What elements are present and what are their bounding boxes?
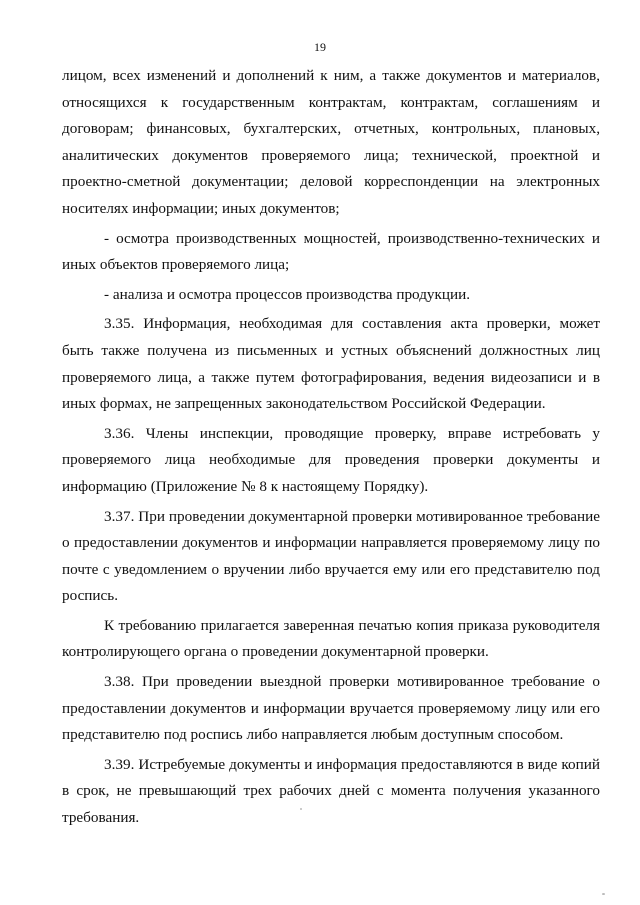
clause-3-37-requirement: К требованию прилагается заверенная печатью копия приказа руководителя контролирующего органа о проведении документарной проверки. <box>62 616 600 661</box>
clause-3-35: 3.35. Информация, необходимая для составления акта проверки, может быть также получена из письменных и устных объяснений должностных лиц проверяемого лица, а также путем фотографирования, ведения видеозаписи и в иных формах, не запрещенных законодательством Российской Федерации. <box>62 315 600 413</box>
clause-3-37: 3.37. При проведении документарной проверки мотивированное требование о предоставлении документов и информации направляется проверяемому лицу по почте с уведомлением о вручении либо вручается ему или его представителю под роспись. <box>62 507 600 605</box>
scan-speck <box>300 808 302 810</box>
paragraph-continuation: лицом, всех изменений и дополнений к ним, а также документов и материалов, относящихся к государственным контрактам, контрактам, соглашениям и договорам; финансовых, бухгалтерских, отчетных, контрольных, плановых, аналитических документов проверяемого лица; технической, проектной и проектно-сметной документации; деловой корреспонденции на электронных носителях информации; иных документов; <box>62 67 600 217</box>
list-item-analysis: - анализа и осмотра процессов производства продукции. <box>104 285 471 303</box>
scan-speck <box>602 893 605 895</box>
clause-3-36: 3.36. Члены инспекции, проводящие проверку, вправе истребовать у проверяемого лица необходимые для проведения проверки документы и информацию (Приложение № 8 к настоящему Порядку). <box>62 424 600 495</box>
clause-3-39: 3.39. Истребуемые документы и информация предоставляются в виде копий в срок, не превышающий трех рабочих дней с момента получения указанного требования. <box>62 755 600 827</box>
clause-3-38: 3.38. При проведении выездной проверки мотивированное требование о предоставлении документов и информации вручается проверяемому лицу или его представителю под роспись либо направляется любым доступным способом. <box>62 673 600 744</box>
page-number: 19 <box>314 40 326 54</box>
document-body <box>62 63 600 832</box>
list-item-inspection: - осмотра производственных мощностей, производственно-технических и иных объектов проверяемого лица; <box>62 229 600 274</box>
